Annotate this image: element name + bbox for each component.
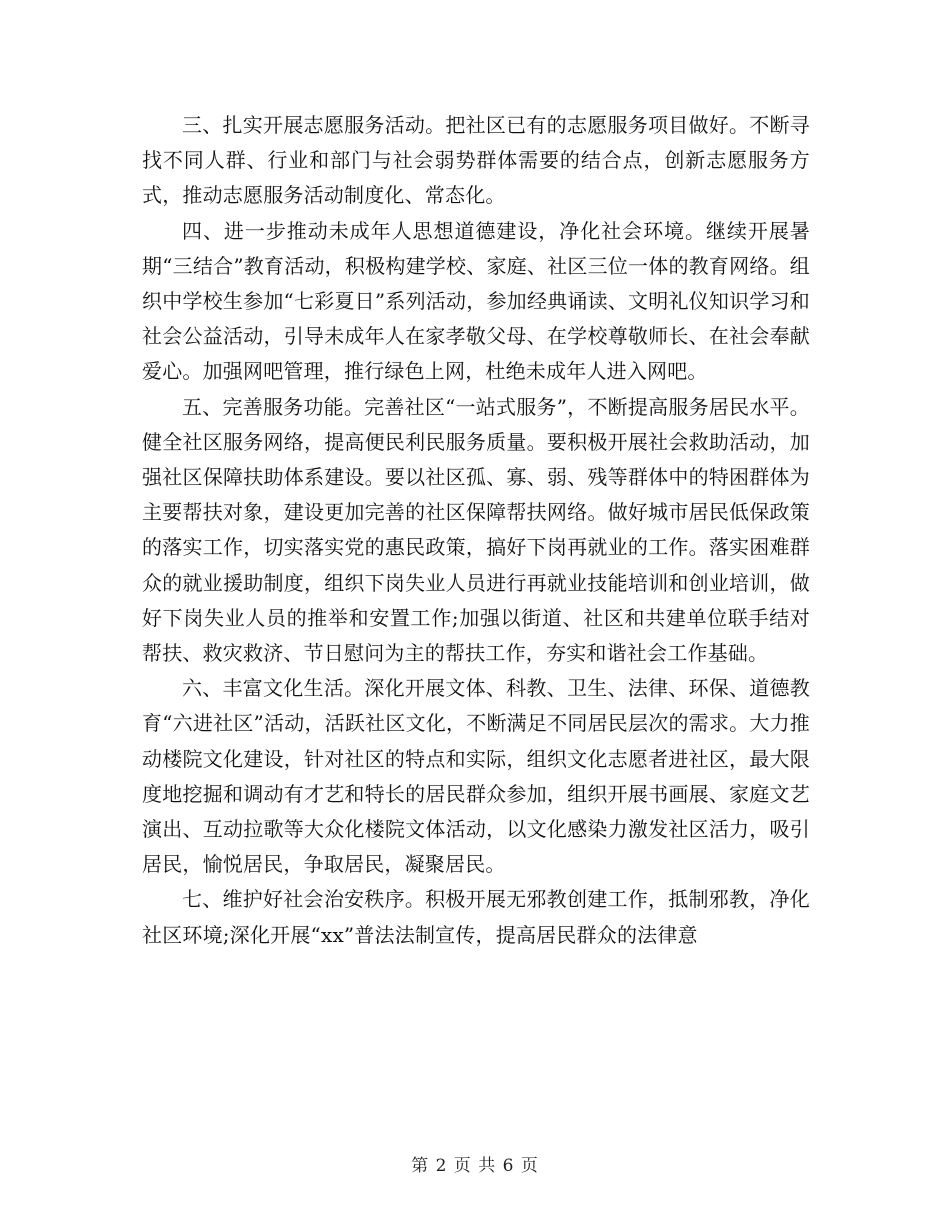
paragraph-public-security: 七、维护好社会治安秩序。积极开展无邪教创建工作，抵制邪教，净化社区环境;深化开展“xx”普法法制宣传，提高居民群众的法律意 [142,887,810,947]
document-body [142,108,810,953]
paragraph-service-functions: 五、完善服务功能。完善社区“一站式服务”，不断提高服务居民水平。健全社区服务网络，提高便民利民服务质量。要积极开展社会救助活动，加强社区保障扶助体系建设。要以社区孤、寡、弱、残等群体中的特困群体为主要帮扶对象，建设更加完善的社区保障帮扶网络。做好城市居民低保政策的落实工作，切实落实党的惠民政策，搞好下岗再就业的工作。落实困难群众的就业援助制度，组织下岗失业人员进行再就业技能培训和创业培训，做好下岗失业人员的推举和安置工作;加强以街道、社区和共建单位联手结对帮扶、救灾救济、节日慰问为主的帮扶工作，夯实和谐社会工作基础。 [142,394,810,666]
paragraph-volunteer-service: 三、扎实开展志愿服务活动。把社区已有的志愿服务项目做好。不断寻找不同人群、行业和部门与社会弱势群体需要的结合点，创新志愿服务方式，推动志愿服务活动制度化、常态化。 [142,113,810,208]
paragraph-minor-education: 四、进一步推动未成年人思想道德建设，净化社会环境。继续开展暑期“三结合”教育活动，积极构建学校、家庭、社区三位一体的教育网络。组织中学校生参加“七彩夏日”系列活动，参加经典诵读、文明礼仪知识学习和社会公益活动，引导未成年人在家孝敬父母、在学校尊敬师长、在社会奉献爱心。加强网吧管理，推行绿色上网，杜绝未成年人进入网吧。 [142,218,810,384]
paragraph-cultural-life: 六、丰富文化生活。深化开展文体、科教、卫生、法律、环保、道德教育“六进社区”活动，活跃社区文化，不断满足不同居民层次的需求。大力推动楼院文化建设，针对社区的特点和实际，组织文化志愿者进社区，最大限度地挖掘和调动有才艺和特长的居民群众参加，组织开展书画展、家庭文艺演出、互动拉歌等大众化楼院文体活动，以文化感染力激发社区活力，吸引居民，愉悦居民，争取居民，凝聚居民。 [142,676,810,877]
page-number-footer: 第 2 页 共 6 页 [411,1156,539,1176]
